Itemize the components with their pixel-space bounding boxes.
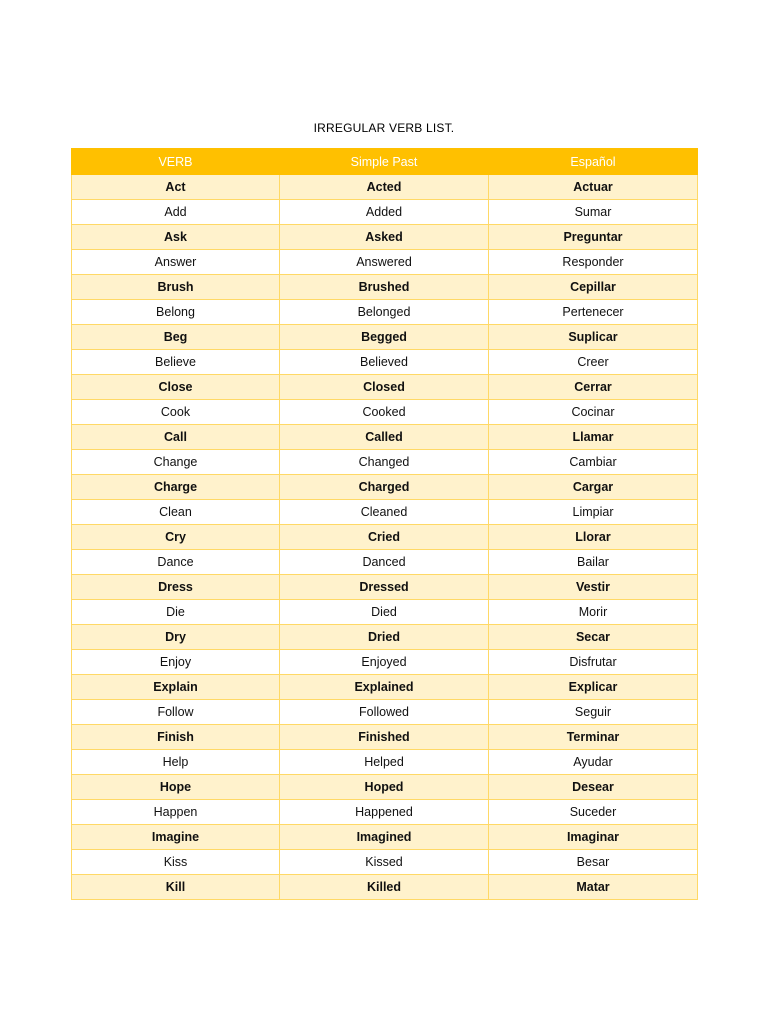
cell-verb: Dress [72, 575, 280, 600]
cell-simple-past: Charged [280, 475, 489, 500]
table-row [72, 500, 698, 525]
table-row [72, 325, 698, 350]
cell-verb: Happen [72, 800, 280, 825]
page-title: IRREGULAR VERB LIST. [313, 121, 455, 135]
table-body [72, 175, 698, 900]
cell-espanol: Cocinar [489, 400, 698, 425]
cell-simple-past: Added [280, 200, 489, 225]
cell-verb: Finish [72, 725, 280, 750]
cell-simple-past: Asked [280, 225, 489, 250]
cell-espanol: Explicar [489, 675, 698, 700]
cell-verb: Cry [72, 525, 280, 550]
table-row [72, 250, 698, 275]
cell-verb: Clean [72, 500, 280, 525]
cell-verb: Believe [72, 350, 280, 375]
cell-simple-past: Explained [280, 675, 489, 700]
cell-espanol: Cerrar [489, 375, 698, 400]
cell-espanol: Creer [489, 350, 698, 375]
cell-verb: Close [72, 375, 280, 400]
table-row [72, 775, 698, 800]
cell-verb: Answer [72, 250, 280, 275]
cell-espanol: Suceder [489, 800, 698, 825]
cell-simple-past: Followed [280, 700, 489, 725]
cell-simple-past: Imagined [280, 825, 489, 850]
cell-espanol: Seguir [489, 700, 698, 725]
cell-verb: Kill [72, 875, 280, 900]
cell-espanol: Cepillar [489, 275, 698, 300]
table-row [72, 225, 698, 250]
cell-espanol: Llamar [489, 425, 698, 450]
cell-simple-past: Believed [280, 350, 489, 375]
cell-espanol: Desear [489, 775, 698, 800]
cell-simple-past: Cooked [280, 400, 489, 425]
cell-verb: Change [72, 450, 280, 475]
table-row [72, 525, 698, 550]
table-row [72, 650, 698, 675]
cell-espanol: Pertenecer [489, 300, 698, 325]
verb-table [71, 148, 698, 900]
column-header-simple-past: Simple Past [280, 149, 489, 175]
cell-simple-past: Happened [280, 800, 489, 825]
cell-espanol: Secar [489, 625, 698, 650]
cell-verb: Follow [72, 700, 280, 725]
cell-simple-past: Brushed [280, 275, 489, 300]
cell-verb: Explain [72, 675, 280, 700]
table-row [72, 375, 698, 400]
table-row [72, 600, 698, 625]
table-header-row [72, 149, 698, 175]
column-header-espanol: Español [489, 149, 698, 175]
cell-espanol: Bailar [489, 550, 698, 575]
cell-espanol: Cargar [489, 475, 698, 500]
cell-verb: Cook [72, 400, 280, 425]
cell-verb: Call [72, 425, 280, 450]
cell-espanol: Ayudar [489, 750, 698, 775]
table-row [72, 675, 698, 700]
cell-simple-past: Helped [280, 750, 489, 775]
table-row [72, 575, 698, 600]
cell-verb: Help [72, 750, 280, 775]
cell-espanol: Limpiar [489, 500, 698, 525]
cell-simple-past: Begged [280, 325, 489, 350]
cell-simple-past: Dressed [280, 575, 489, 600]
cell-verb: Enjoy [72, 650, 280, 675]
cell-simple-past: Cried [280, 525, 489, 550]
cell-verb: Hope [72, 775, 280, 800]
table-row [72, 275, 698, 300]
cell-simple-past: Changed [280, 450, 489, 475]
cell-espanol: Responder [489, 250, 698, 275]
cell-espanol: Cambiar [489, 450, 698, 475]
table-row [72, 300, 698, 325]
cell-simple-past: Called [280, 425, 489, 450]
cell-simple-past: Enjoyed [280, 650, 489, 675]
cell-espanol: Preguntar [489, 225, 698, 250]
cell-espanol: Sumar [489, 200, 698, 225]
cell-espanol: Besar [489, 850, 698, 875]
cell-verb: Dry [72, 625, 280, 650]
table-row [72, 825, 698, 850]
cell-simple-past: Acted [280, 175, 489, 200]
cell-simple-past: Finished [280, 725, 489, 750]
table-row [72, 875, 698, 900]
table-row [72, 625, 698, 650]
table-row [72, 450, 698, 475]
cell-verb: Ask [72, 225, 280, 250]
cell-verb: Add [72, 200, 280, 225]
table-row [72, 700, 698, 725]
cell-simple-past: Kissed [280, 850, 489, 875]
cell-simple-past: Belonged [280, 300, 489, 325]
column-header-verb: VERB [72, 149, 280, 175]
cell-espanol: Disfrutar [489, 650, 698, 675]
cell-verb: Beg [72, 325, 280, 350]
cell-simple-past: Killed [280, 875, 489, 900]
cell-espanol: Imaginar [489, 825, 698, 850]
cell-espanol: Actuar [489, 175, 698, 200]
cell-simple-past: Danced [280, 550, 489, 575]
cell-simple-past: Hoped [280, 775, 489, 800]
table-row [72, 350, 698, 375]
cell-espanol: Terminar [489, 725, 698, 750]
table-row [72, 750, 698, 775]
table-row [72, 425, 698, 450]
cell-simple-past: Answered [280, 250, 489, 275]
table-row [72, 200, 698, 225]
cell-simple-past: Cleaned [280, 500, 489, 525]
table-row [72, 725, 698, 750]
cell-espanol: Llorar [489, 525, 698, 550]
cell-simple-past: Dried [280, 625, 489, 650]
cell-verb: Imagine [72, 825, 280, 850]
cell-verb: Belong [72, 300, 280, 325]
cell-espanol: Morir [489, 600, 698, 625]
table-row [72, 550, 698, 575]
cell-verb: Act [72, 175, 280, 200]
table-row [72, 400, 698, 425]
cell-verb: Die [72, 600, 280, 625]
table-row [72, 475, 698, 500]
cell-espanol: Suplicar [489, 325, 698, 350]
cell-simple-past: Died [280, 600, 489, 625]
cell-simple-past: Closed [280, 375, 489, 400]
cell-verb: Brush [72, 275, 280, 300]
cell-espanol: Vestir [489, 575, 698, 600]
table-row [72, 850, 698, 875]
cell-verb: Dance [72, 550, 280, 575]
cell-verb: Charge [72, 475, 280, 500]
cell-verb: Kiss [72, 850, 280, 875]
cell-espanol: Matar [489, 875, 698, 900]
table-row [72, 800, 698, 825]
table-row [72, 175, 698, 200]
